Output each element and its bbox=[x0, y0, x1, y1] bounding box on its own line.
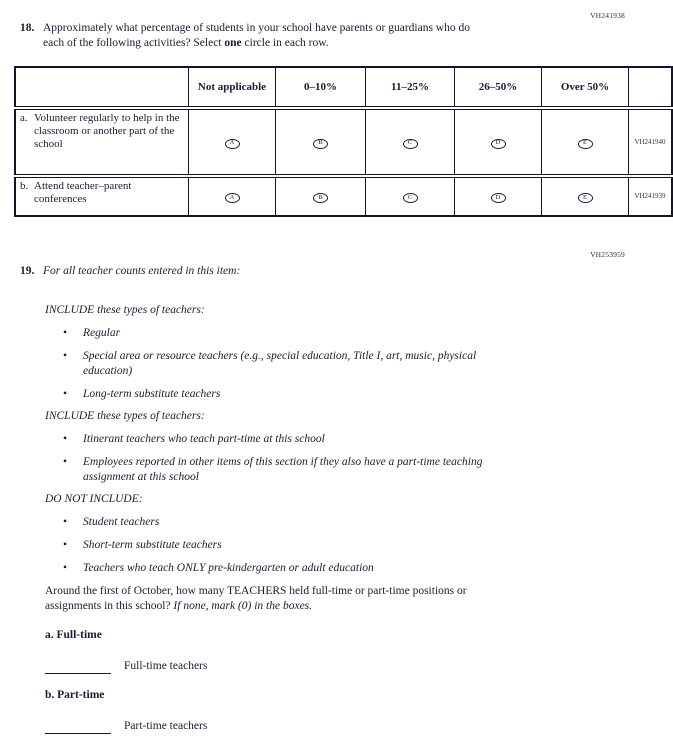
row-b-label: Attend teacher–parent conferences bbox=[34, 180, 132, 205]
list-item bbox=[45, 515, 600, 530]
table-row-a bbox=[15, 108, 672, 176]
row-b-letter: b. bbox=[20, 180, 29, 192]
include-heading-1: INCLUDE these types of teachers: bbox=[45, 304, 205, 316]
q18a-circle-11-25[interactable]: C bbox=[403, 139, 418, 149]
table-header-row bbox=[15, 67, 672, 108]
q18b-circle-26-50[interactable]: D bbox=[491, 193, 506, 203]
row-a-letter: a. bbox=[20, 112, 28, 124]
q19-body bbox=[45, 303, 600, 734]
fulltime-answer-row bbox=[45, 659, 600, 674]
q18-number: 18. bbox=[20, 22, 35, 34]
bullet-icon: • bbox=[63, 350, 68, 362]
bullet-text: Regular bbox=[83, 327, 121, 339]
fulltime-label: a. Full-time bbox=[45, 629, 102, 641]
parttime-label: b. Part-time bbox=[45, 689, 105, 701]
col-header-0-10: 0–10% bbox=[276, 67, 366, 108]
parttime-input-line[interactable] bbox=[45, 720, 111, 734]
q19-question-text: Around the first of October, how many TEACHERS held full-time or part-time positions or assignments in this school? bbox=[45, 585, 467, 612]
parttime-answer-row bbox=[45, 719, 600, 734]
table-row-b bbox=[15, 176, 672, 216]
col-header-not-applicable: Not applicable bbox=[189, 67, 276, 108]
row-b-item-code: VH241939 bbox=[629, 176, 673, 216]
bullet-text: Special area or resource teachers (e.g., special education, Title I, art, music, physical education) bbox=[83, 350, 477, 377]
q19-number: 19. bbox=[20, 265, 35, 277]
list-item bbox=[45, 538, 600, 553]
list-item bbox=[45, 387, 600, 402]
bullet-text: Employees reported in other items of this section if they also have a part-time teaching assignment at this school bbox=[83, 456, 483, 483]
col-header-code-blank bbox=[629, 67, 673, 108]
q18-item-code: VH241938 bbox=[590, 11, 625, 20]
bullet-text: Short-term substitute teachers bbox=[83, 539, 222, 551]
q18-prompt-bold: one bbox=[224, 37, 242, 49]
q19-main-question bbox=[45, 584, 469, 614]
question-19 bbox=[20, 264, 600, 734]
parttime-line-label: Part-time teachers bbox=[124, 720, 208, 732]
row-a-label-cell bbox=[15, 108, 189, 176]
q18a-circle-over-50[interactable]: E bbox=[578, 139, 593, 149]
q18b-circle-not-applicable[interactable]: A bbox=[225, 193, 240, 203]
list-item bbox=[45, 349, 600, 379]
row-b-label-cell bbox=[15, 176, 189, 216]
fulltime-line-label: Full-time teachers bbox=[124, 660, 208, 672]
q19-item-code: VH253959 bbox=[590, 250, 625, 259]
col-header-over-50: Over 50% bbox=[542, 67, 629, 108]
q18-response-table bbox=[14, 66, 673, 217]
bullet-text: Long-term substitute teachers bbox=[83, 388, 221, 400]
q18b-circle-over-50[interactable]: E bbox=[578, 193, 593, 203]
bullet-icon: • bbox=[63, 327, 68, 339]
list-item bbox=[45, 432, 600, 447]
do-not-include-heading: DO NOT INCLUDE: bbox=[45, 493, 143, 505]
q18b-circle-0-10[interactable]: B bbox=[313, 193, 328, 203]
row-a-item-code: VH241940 bbox=[629, 108, 673, 176]
q18a-circle-not-applicable[interactable]: A bbox=[225, 139, 240, 149]
q18a-circle-0-10[interactable]: B bbox=[313, 139, 328, 149]
q19-intro bbox=[20, 264, 600, 279]
bullet-text: Itinerant teachers who teach part-time at this school bbox=[83, 433, 325, 445]
bullet-icon: • bbox=[63, 562, 68, 574]
col-header-blank bbox=[15, 67, 189, 108]
q18-prompt bbox=[43, 21, 483, 51]
bullet-icon: • bbox=[63, 388, 68, 400]
q18-prompt-tail: circle in each row. bbox=[241, 37, 329, 49]
bullet-icon: • bbox=[63, 433, 68, 445]
list-item bbox=[45, 326, 600, 341]
q19-intro-text: For all teacher counts entered in this item: bbox=[43, 265, 241, 277]
list-item bbox=[45, 455, 600, 485]
question-18 bbox=[20, 21, 580, 51]
fulltime-input-line[interactable] bbox=[45, 660, 111, 674]
include-heading-2: INCLUDE these types of teachers: bbox=[45, 410, 205, 422]
q18-prompt-text: Approximately what percentage of students in your school have parents or guardians who do each of the following activities? Select bbox=[43, 22, 470, 49]
bullet-icon: • bbox=[63, 539, 68, 551]
q19-question-note: If none, mark (0) in the boxes. bbox=[173, 600, 313, 612]
bullet-icon: • bbox=[63, 456, 68, 468]
bullet-text: Teachers who teach ONLY pre-kindergarten or adult education bbox=[83, 562, 374, 574]
bullet-icon: • bbox=[63, 516, 68, 528]
q18b-circle-11-25[interactable]: C bbox=[403, 193, 418, 203]
col-header-26-50: 26–50% bbox=[455, 67, 542, 108]
list-item bbox=[45, 561, 600, 576]
row-a-label: Volunteer regularly to help in the classroom or another part of the school bbox=[34, 112, 180, 150]
bullet-text: Student teachers bbox=[83, 516, 160, 528]
q18a-circle-26-50[interactable]: D bbox=[491, 139, 506, 149]
col-header-11-25: 11–25% bbox=[366, 67, 455, 108]
